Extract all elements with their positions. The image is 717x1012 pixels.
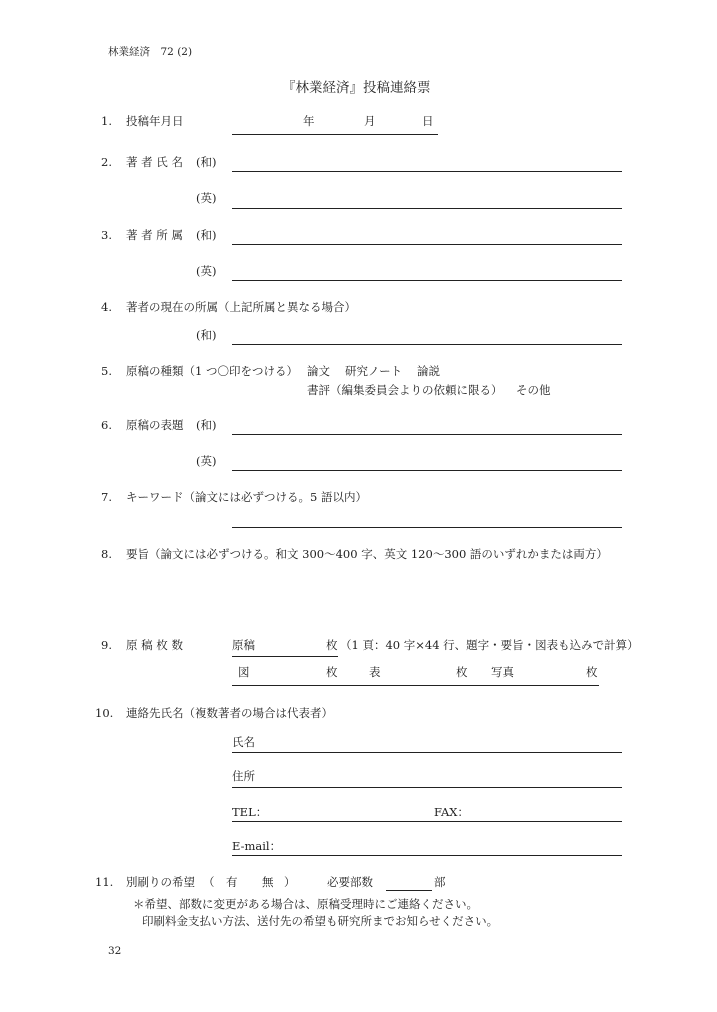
reprint-label: 別刷りの希望 (126, 875, 195, 889)
item-number: 7. (101, 490, 112, 504)
current-affiliation-label: 著者の現在の所属（上記所属と異なる場合） (126, 300, 356, 314)
page-count-label: 原 稿 枚 数 (126, 638, 183, 652)
manuscript-type-label: 原稿の種類（1 つ〇印をつける） (126, 364, 298, 378)
submission-date-label: 投稿年月日 (126, 114, 184, 128)
type-option-other[interactable]: その他 (516, 383, 551, 397)
day-label: 日 (422, 114, 434, 128)
japanese-label: (和) (196, 228, 217, 242)
form-title: 『林業経済』投稿連絡票 (282, 80, 431, 96)
item-number: 9. (101, 638, 112, 652)
year-label: 年 (303, 114, 315, 128)
affiliation-label: 著 者 所 属 (126, 228, 183, 242)
current-affiliation-field[interactable] (232, 344, 622, 345)
author-name-ja-field[interactable] (232, 171, 622, 172)
manuscript-title-ja-field[interactable] (232, 434, 622, 435)
reprint-note-1: ＊希望、部数に変更がある場合は、原稿受理時にご連絡ください。 (133, 897, 478, 911)
paren-open: （ (203, 875, 215, 889)
item-number: 1. (101, 114, 112, 128)
month-label: 月 (364, 114, 376, 128)
manuscript-label: 原稿 (232, 638, 255, 652)
abstract-label: 要旨（論文には必ずつける。和文 300～400 字、英文 120～300 語のいずれかまたは両方） (126, 547, 608, 561)
paren-close: ） (284, 875, 296, 889)
affiliation-en-field[interactable] (232, 280, 622, 281)
figures-tables-photos-field[interactable] (232, 685, 599, 686)
item-number: 11. (95, 875, 114, 889)
contact-address-field[interactable] (232, 787, 622, 788)
sheets-unit: 枚 (326, 665, 338, 679)
type-option-book-review[interactable]: 書評（編集委員会よりの依頼に限る） (307, 383, 503, 397)
japanese-label: (和) (196, 155, 217, 169)
contact-name-field[interactable] (232, 752, 622, 753)
submission-date-field[interactable] (232, 134, 438, 135)
item-number: 8. (101, 547, 112, 561)
copies-label: 必要部数 (327, 875, 373, 889)
sheets-unit: 枚 (586, 665, 598, 679)
tel-fax-field[interactable] (232, 821, 622, 822)
type-option-research-note[interactable]: 研究ノート (345, 364, 403, 378)
contact-name-label: 氏名 (232, 735, 255, 749)
type-option-essay[interactable]: 論説 (417, 364, 440, 378)
page-number: 32 (108, 945, 122, 957)
table-label: 表 (369, 665, 381, 679)
type-option-article[interactable]: 論文 (307, 364, 330, 378)
copies-unit: 部 (434, 875, 446, 889)
page-count-note: （1 頁：40 字×44 行、題字・要旨・図表も込みで計算） (340, 638, 639, 652)
manuscript-sheets-field[interactable] (232, 656, 338, 657)
running-head: 林業経済 72 (2) (108, 46, 193, 58)
author-name-en-field[interactable] (232, 208, 622, 209)
item-number: 2. (101, 155, 112, 169)
manuscript-title-label: 原稿の表題 (126, 418, 184, 432)
email-label: E-mail： (232, 839, 282, 853)
item-number: 4. (101, 300, 112, 314)
english-label: (英) (196, 454, 217, 468)
item-number: 5. (101, 364, 112, 378)
fax-label: FAX： (434, 805, 469, 819)
japanese-label: (和) (196, 418, 217, 432)
email-field[interactable] (232, 855, 622, 856)
reprint-note-2: 印刷料金支払い方法、送付先の希望も研究所までお知らせください。 (142, 914, 499, 928)
keywords-field[interactable] (232, 527, 622, 528)
item-number: 3. (101, 228, 112, 242)
photo-label: 写真 (491, 665, 514, 679)
contact-label: 連絡先氏名（複数著者の場合は代表者） (126, 706, 333, 720)
sheets-unit: 枚 (326, 638, 338, 652)
keywords-label: キーワード（論文には必ずつける。5 語以内） (126, 490, 367, 504)
japanese-label: (和) (196, 328, 217, 342)
english-label: (英) (196, 264, 217, 278)
sheets-unit: 枚 (456, 665, 468, 679)
figure-label: 図 (238, 665, 250, 679)
tel-label: TEL： (232, 805, 268, 819)
reprint-option-yes[interactable]: 有 (226, 875, 238, 889)
contact-address-label: 住所 (232, 769, 255, 783)
item-number: 10. (95, 706, 114, 720)
english-label: (英) (196, 191, 217, 205)
item-number: 6. (101, 418, 112, 432)
affiliation-ja-field[interactable] (232, 244, 622, 245)
manuscript-title-en-field[interactable] (232, 470, 622, 471)
copies-field[interactable] (386, 890, 432, 891)
reprint-option-no[interactable]: 無 (262, 875, 274, 889)
author-name-label: 著 者 氏 名 (126, 155, 183, 169)
